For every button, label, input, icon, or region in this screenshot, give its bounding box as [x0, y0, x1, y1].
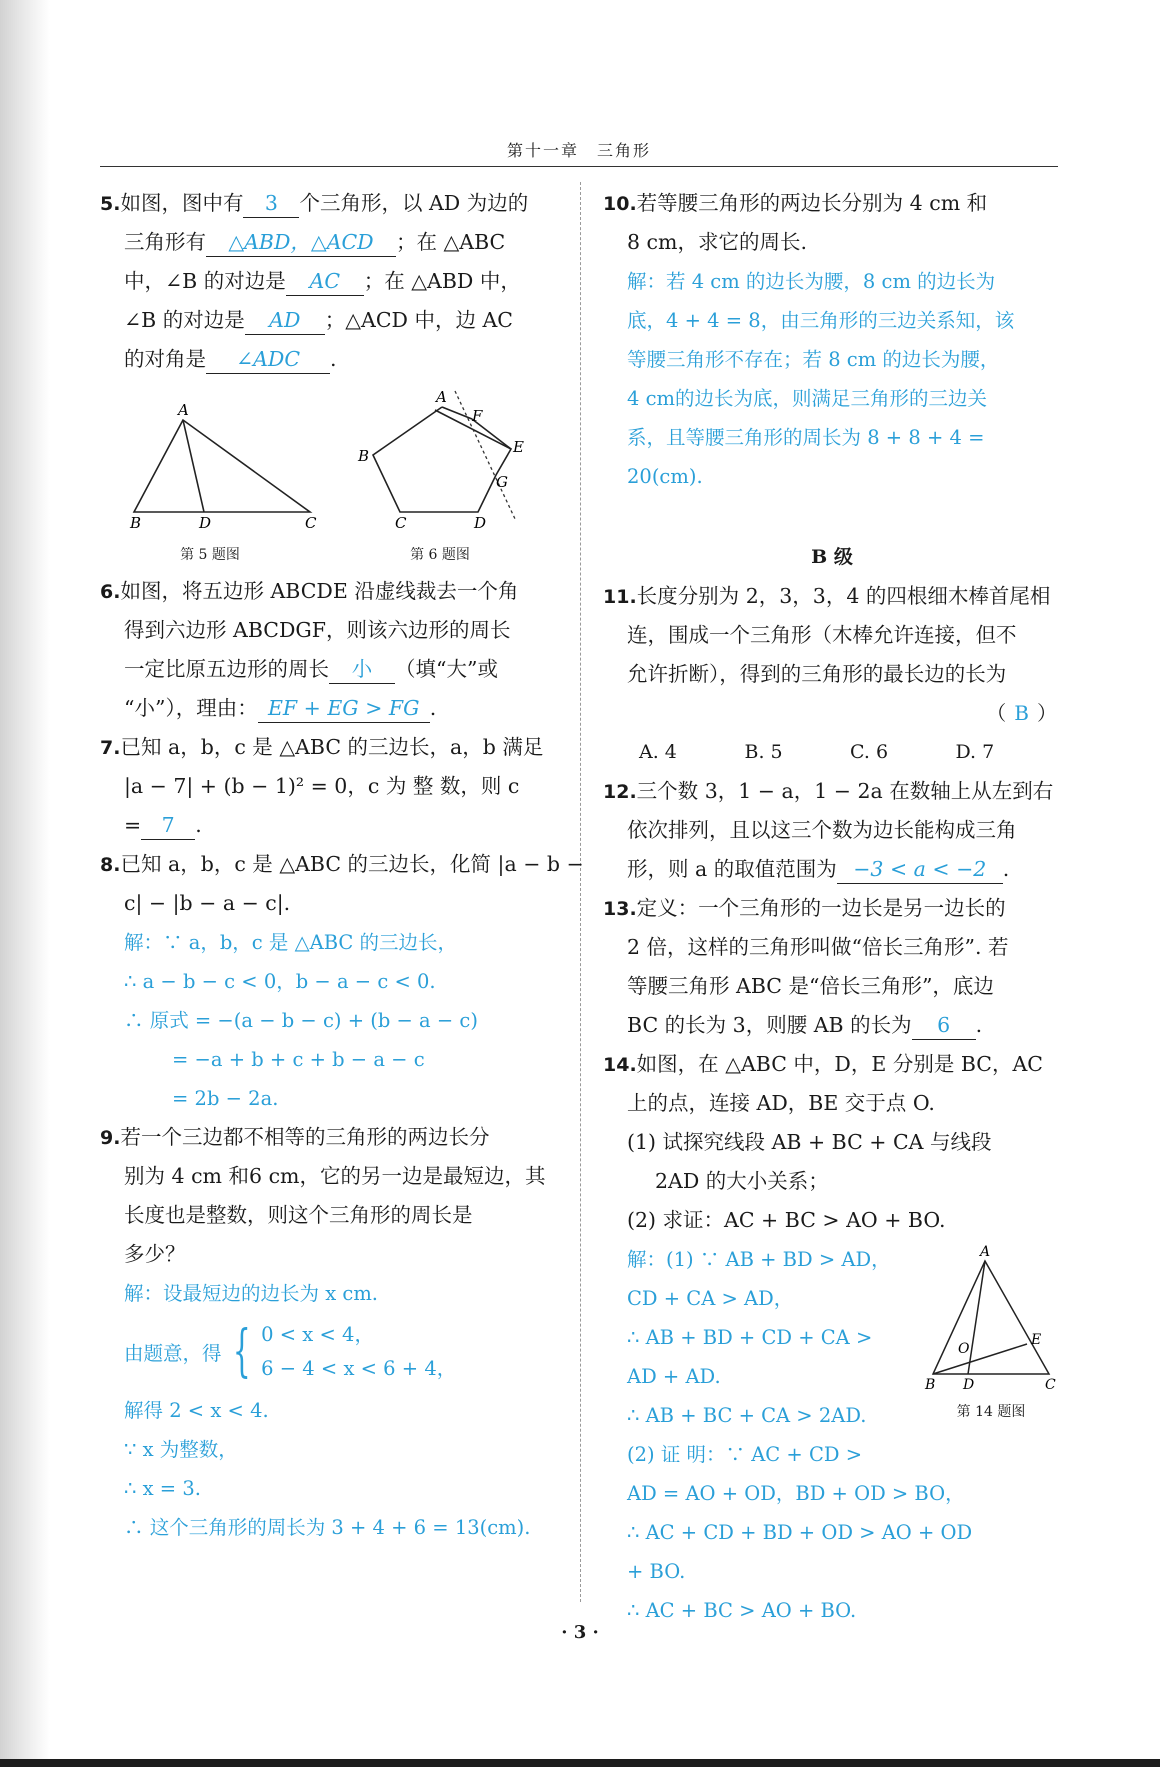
question-text: 个三角形，以 AD 为边的 [299, 191, 529, 215]
solution-line: 系，且等腰三角形的周长为 8 + 8 + 4 = [627, 426, 985, 449]
question-text: 已知 a，b，c 是 △ABC 的三边长，a，b 满足 [120, 735, 544, 759]
question-10 [603, 184, 1061, 496]
pentagon-outline [373, 407, 511, 512]
label-e: E [1031, 1332, 1042, 1348]
question-number: 13. [603, 898, 637, 920]
question-text: . [195, 813, 202, 837]
figure-14-diagram [921, 1241, 1061, 1391]
label-e: E [513, 438, 524, 456]
question-text: 依次排列，且以这三个数为边长能构成三角 [627, 818, 1017, 842]
label-b: B [130, 514, 142, 532]
answer-blank: AD [245, 306, 325, 335]
question-text: . [1002, 857, 1010, 881]
label-b: B [358, 447, 370, 465]
question-number: 9. [100, 1127, 121, 1149]
answer-blank: EF + EG > FG [258, 694, 430, 723]
figure-5 [129, 401, 317, 532]
solution-line: + BO. [627, 1560, 686, 1583]
solution-line: 解：∵ a，b，c 是 △ABC 的三边长， [124, 931, 458, 954]
solution-line: CD + CA > AD， [627, 1287, 794, 1310]
question-9 [100, 1118, 560, 1547]
question-5 [100, 184, 560, 379]
chapter-header: 第十一章 三角形 [506, 141, 651, 160]
question-text: 已知 a，b，c 是 △ABC 的三边长，化简 |a − b − [120, 852, 584, 876]
solution-line: ∴ AC + CD + BD + OD > AO + OD [627, 1521, 973, 1544]
question-11 [603, 577, 1061, 772]
question-text: 上的点，连接 AD，BE 交于点 O. [627, 1091, 935, 1115]
answer-bracket: （ B ） [986, 701, 1057, 725]
question-6 [100, 572, 560, 728]
label-f: F [472, 407, 483, 425]
label-c: C [395, 514, 407, 532]
question-text: 允许折断），得到的三角形的最长边的长为 [627, 662, 1007, 686]
option-a: A. 4 [639, 741, 677, 763]
question-text: ；△ACD 中，边 AC [324, 308, 513, 332]
solution-line: (2) 证 明：∵ AC + CD > [627, 1443, 863, 1466]
solution-line: ∴ AB + BC + CA > 2AD. [627, 1404, 867, 1427]
question-text: 形，则 a 的取值范围为 [627, 857, 837, 881]
figure-5-caption: 第 5 题图 [180, 547, 240, 563]
question-text: 长度也是整数，则这个三角形的周长是 [124, 1203, 473, 1227]
label-o: O [958, 1341, 970, 1357]
answer-blank: 7 [141, 811, 195, 840]
question-text: 如图，图中有 [120, 191, 244, 215]
question-text: 如图，将五边形 ABCDE 沿虚线裁去一个角 [120, 579, 519, 603]
question-text: |a − 7| + (b − 1)² = 0，c 为 整 数，则 c [124, 774, 520, 798]
bottom-bar [0, 1759, 1160, 1767]
solution-line: ∴ AB + BD + CD + CA > [627, 1326, 873, 1349]
solution-line: ∴ x = 3. [124, 1477, 201, 1500]
question-number: 11. [603, 586, 637, 608]
label-a: A [178, 401, 189, 419]
answer-blank: 小 [329, 655, 395, 684]
question-text: 若一个三边都不相等的三角形的两边长分 [120, 1125, 490, 1149]
solution-line: ∴ 这个三角形的周长为 3 + 4 + 6 = 13(cm). [124, 1516, 531, 1539]
figures-5-6 [100, 387, 560, 572]
label-a: A [436, 388, 447, 406]
right-column [603, 184, 1061, 1630]
question-number: 7. [100, 737, 121, 759]
solution-line: 底，4 + 4 = 8，由三角形的三边关系知，该 [627, 309, 1015, 332]
question-text: 8 cm，求它的周长. [627, 230, 807, 254]
question-text: 定义：一个三角形的一边长是另一边长的 [636, 896, 1006, 920]
question-text: 别为 4 cm 和6 cm，它的另一边是最短边，其 [124, 1164, 546, 1188]
answer-blank: ∠ADC [206, 345, 330, 374]
label-d: D [474, 514, 487, 532]
solution-line: 解：若 4 cm 的边长为腰，8 cm 的边长为 [627, 270, 996, 293]
solution-line: AD + AD. [627, 1365, 721, 1388]
figure-6-caption: 第 6 题图 [410, 547, 470, 563]
label-b: B [925, 1377, 936, 1391]
inequality-line: 6 − 4 < x < 6 + 4， [261, 1357, 457, 1380]
question-text: 的对角是 [124, 347, 206, 371]
question-8 [100, 845, 584, 1118]
question-text: “小”），理由： [124, 696, 258, 720]
question-text: （填“大”或 [395, 657, 498, 681]
question-text: 得到六边形 ABCDGF，则该六边形的周长 [124, 618, 511, 642]
solution-line: 解得 2 < x < 4. [124, 1399, 269, 1422]
left-brace-icon: { [232, 1319, 251, 1384]
solution-line: ∴ AC + BC > AO + BO. [627, 1599, 857, 1622]
question-number: 5. [100, 193, 121, 215]
solution-line: = −a + b + c + b − a − c [172, 1048, 425, 1071]
triangle-abc [134, 420, 310, 512]
answer-blank: AC [286, 267, 364, 296]
figure-14 [921, 1241, 1061, 1420]
solution-line: ∵ x 为整数， [124, 1438, 238, 1461]
label-c: C [1045, 1377, 1056, 1391]
question-text: 中，∠B 的对边是 [124, 269, 286, 293]
question-number: 14. [603, 1054, 637, 1076]
choice-answer: B [1014, 701, 1029, 725]
figure-5-and-6-diagrams [100, 387, 560, 537]
question-text: BC 的长为 3，则腰 AB 的长为 [627, 1013, 912, 1037]
question-text: 若等腰三角形的两边长分别为 4 cm 和 [636, 191, 988, 215]
solution-line: 解：(1) ∵ AB + BD > AD， [627, 1248, 891, 1271]
solution-line: 等腰三角形不存在；若 8 cm 的边长为腰， [627, 348, 1000, 371]
question-text: ∠B 的对边是 [124, 308, 245, 332]
answer-blank: 3 [243, 189, 299, 218]
label-d: D [199, 514, 212, 532]
solution-line: 20(cm). [627, 465, 703, 488]
solution-line: ∴ 原式 = −(a − b − c) + (b − a − c) [124, 1009, 478, 1032]
question-number: 10. [603, 193, 637, 215]
inequality-system [100, 1313, 560, 1391]
level-b-title: B 级 [811, 546, 853, 568]
label-g: G [496, 473, 508, 491]
answer-blank: △ABD，△ACD [206, 228, 396, 257]
answer-blank: 6 [912, 1011, 976, 1040]
solution-line: 4 cm的边长为底，则满足三角形的三边关 [627, 387, 988, 410]
question-7 [100, 728, 560, 845]
question-text: 三个数 3，1 − a，1 − 2a 在数轴上从左到右 [636, 779, 1054, 803]
header-rule [100, 166, 1058, 167]
question-text: 一定比原五边形的周长 [124, 657, 329, 681]
solution-line: ∴ a − b − c < 0，b − a − c < 0. [124, 970, 436, 993]
segment-be [933, 1344, 1027, 1374]
left-column [100, 184, 584, 1547]
question-text: . [330, 347, 337, 371]
question-text: 连，围成一个三角形（木棒允许连接，但不 [627, 623, 1017, 647]
label-c: C [305, 514, 317, 532]
binding-shadow [0, 0, 50, 1767]
question-text: 多少？ [124, 1242, 186, 1266]
option-c: C. 6 [850, 741, 889, 763]
solution-line: 由题意，得 [124, 1342, 222, 1365]
question-text: (1) 试探究线段 AB + BC + CA 与线段 [627, 1130, 992, 1154]
option-b: B. 5 [744, 741, 783, 763]
question-text: . [429, 696, 437, 720]
figure-6 [357, 388, 524, 532]
column-divider [580, 182, 581, 1602]
page-number: · 3 · [561, 1622, 599, 1643]
question-text: 三角形有 [124, 230, 206, 254]
solution-line: 解：设最短边的边长为 x cm. [124, 1282, 379, 1305]
question-text: = [124, 813, 142, 837]
question-14 [603, 1045, 1061, 1630]
solution-line: AD = AO + OD，BD + OD > BO， [627, 1482, 965, 1505]
question-text: (2) 求证：AC + BC > AO + BO. [627, 1208, 946, 1232]
question-text: 2AD 的大小关系； [655, 1169, 829, 1193]
question-number: 12. [603, 781, 637, 803]
question-12 [603, 772, 1061, 889]
question-text: 如图，在 △ABC 中，D，E 分别是 BC，AC [636, 1052, 1043, 1076]
label-a: A [980, 1244, 991, 1260]
question-text: c| − |b − a − c|. [124, 891, 291, 915]
question-text: 长度分别为 2，3，3，4 的四根细木棒首尾相 [636, 584, 1051, 608]
answer-blank: −3 < a < −2 [837, 855, 1003, 884]
inequality-line: 0 < x < 4， [261, 1323, 374, 1346]
label-d: D [963, 1377, 975, 1391]
figure-14-caption: 第 14 题图 [956, 1404, 1026, 1420]
question-text: 2 倍，这样的三角形叫做“倍长三角形”. 若 [627, 935, 1009, 959]
triangle-abc [933, 1261, 1049, 1374]
choice-options [603, 733, 1061, 772]
solution-line: = 2b − 2a. [172, 1087, 279, 1110]
question-text: ；在 △ABC [396, 230, 506, 254]
question-number: 8. [100, 854, 121, 876]
question-text: ；在 △ABD 中， [363, 269, 521, 293]
question-number: 6. [100, 581, 121, 603]
question-text: . [975, 1013, 983, 1037]
question-13 [603, 889, 1061, 1045]
option-d: D. 7 [955, 741, 995, 763]
question-text: 等腰三角形 ABC 是“倍长三角形”，底边 [627, 974, 994, 998]
